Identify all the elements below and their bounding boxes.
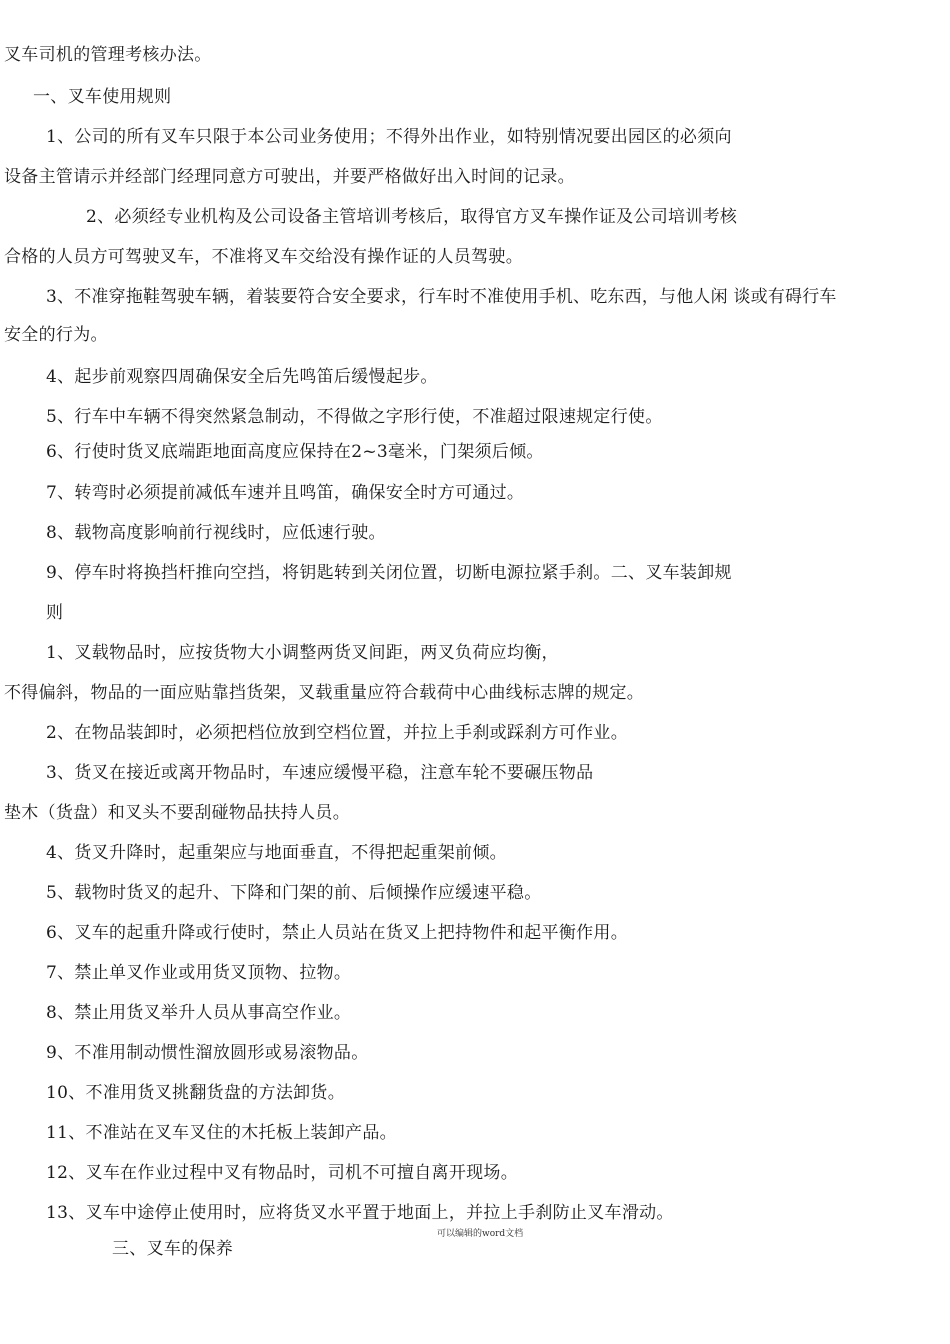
- paragraph-line: 12、叉车在作业过程中叉有物品时，司机不可擅自离开现场。: [46, 1163, 519, 1183]
- paragraph-line: 不得偏斜，物品的一面应贴靠挡货架，叉载重量应符合载荷中心曲线标志牌的规定。: [4, 683, 645, 703]
- paragraph-line: 3、货叉在接近或离开物品时，车速应缓慢平稳，注意车轮不要碾压物品: [46, 763, 594, 783]
- paragraph-line: 7、转弯时必须提前减低车速并且鸣笛，确保安全时方可通过。: [46, 483, 525, 503]
- paragraph-line: 9、不准用制动惯性溜放圆形或易滚物品。: [46, 1043, 369, 1063]
- paragraph-line: 9、停车时将换挡杆推向空挡，将钥匙转到关闭位置，切断电源拉紧手刹。二、叉车装卸规: [46, 563, 732, 583]
- paragraph-line: 4、起步前观察四周确保安全后先鸣笛后缓慢起步。: [46, 367, 438, 387]
- paragraph-line: 11、不准站在叉车叉住的木托板上装卸产品。: [46, 1123, 397, 1143]
- paragraph-line: 则: [46, 603, 64, 623]
- paragraph-line: 3、不准穿拖鞋驾驶车辆，着装要符合安全要求，行车时不准使用手机、吃东西，与他人闲 谈或有碍行车: [46, 287, 837, 307]
- paragraph-line: 10、不准用货叉挑翻货盘的方法卸货。: [46, 1083, 346, 1103]
- paragraph-line: 设备主管请示并经部门经理同意方可驶出，并要严格做好出入时间的记录。: [4, 167, 575, 187]
- section-heading-usage-rules: 一、叉车使用规则: [33, 87, 172, 107]
- section-heading-maintenance: 三、叉车的保养: [112, 1239, 234, 1259]
- paragraph-line: 2、必须经专业机构及公司设备主管培训考核后，取得官方叉车操作证及公司培训考核: [86, 207, 738, 227]
- page-footer: 可以编辑的word文档: [437, 1229, 524, 1239]
- paragraph-line: 合格的人员方可驾驶叉车，不准将叉车交给没有操作证的人员驾驶。: [4, 247, 523, 267]
- paragraph-line: 垫木（货盘）和叉头不要刮碰物品扶持人员。: [4, 803, 350, 823]
- doc-title: 叉车司机的管理考核办法。: [4, 45, 212, 65]
- paragraph-line: 8、载物高度影响前行视线时，应低速行驶。: [46, 523, 386, 543]
- paragraph-line: 13、叉车中途停止使用时，应将货叉水平置于地面上，并拉上手刹防止叉车滑动。: [46, 1203, 674, 1223]
- paragraph-line: 6、叉车的起重升降或行使时，禁止人员站在货叉上把持物件和起平衡作用。: [46, 923, 629, 943]
- paragraph-line: 2、在物品装卸时，必须把档位放到空档位置，并拉上手刹或踩刹方可作业。: [46, 723, 629, 743]
- paragraph-line: 6、行使时货叉底端距地面高度应保持在2~3毫米，门架须后倾。: [46, 442, 544, 462]
- paragraph-line: 1、叉载物品时，应按货物大小调整两货叉间距，两叉负荷应均衡，: [46, 643, 559, 663]
- paragraph-line: 安全的行为。: [4, 325, 108, 345]
- paragraph-line: 4、货叉升降时，起重架应与地面垂直，不得把起重架前倾。: [46, 843, 507, 863]
- paragraph-line: 7、禁止单叉作业或用货叉顶物、拉物。: [46, 963, 352, 983]
- paragraph-line: 1、公司的所有叉车只限于本公司业务使用；不得外出作业，如特别情况要出园区的必须向: [46, 127, 732, 147]
- paragraph-line: 8、禁止用货叉举升人员从事高空作业。: [46, 1003, 352, 1023]
- paragraph-line: 5、行车中车辆不得突然紧急制动，不得做之字形行使，不准超过限速规定行使。: [46, 407, 663, 427]
- paragraph-line: 5、载物时货叉的起升、下降和门架的前、后倾操作应缓速平稳。: [46, 883, 542, 903]
